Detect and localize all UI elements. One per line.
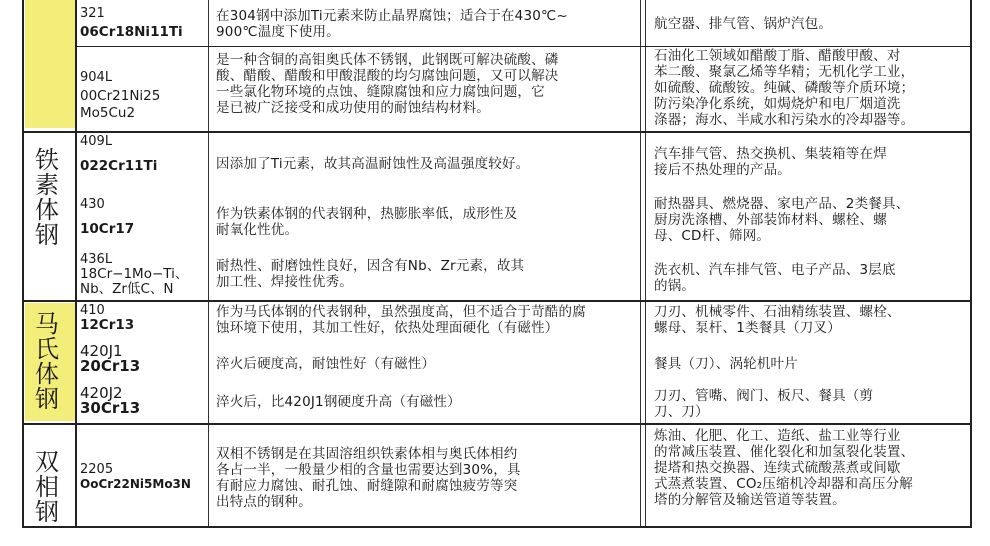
column-divider (645, 0, 646, 526)
description-line: 耐热性、耐磨蚀性良好，因含有Nb、Zr元素，故其 (216, 258, 525, 274)
column-divider (208, 0, 209, 526)
grade-code: 10Cr17 (80, 221, 135, 237)
grade-cell (80, 462, 191, 492)
description-cell (216, 356, 435, 372)
grade-number: 430 (80, 197, 105, 212)
application-cell (654, 428, 914, 508)
grade-number: 321 (80, 6, 105, 21)
grade-cell (80, 303, 134, 333)
description-cell (216, 52, 559, 116)
application-cell (654, 262, 896, 294)
grade-number: 420J1 (80, 342, 123, 360)
grade-cell (80, 6, 183, 40)
application-line: 母、CD杆、筛网。 (654, 228, 771, 244)
grade-code: 20Cr13 (80, 357, 141, 375)
description-line: 酸、醋酸、醋酸和甲酸混酸的均匀腐蚀问题，又可以解决 (216, 68, 559, 84)
application-cell (654, 356, 798, 372)
category-char: 钢 (35, 498, 59, 526)
description-line: 双相不锈钢是在其固溶组织铁素体相与奥氏体相约 (216, 446, 518, 462)
application-line: 洗衣机、汽车排气管、电子产品、3层底 (654, 262, 896, 278)
description-line: 是一种含铜的高钼奥氏体不锈钢，此钢既可解决硫酸、磷 (216, 52, 559, 68)
category-char: 相 (35, 473, 59, 501)
grade-number: 436L (80, 252, 113, 267)
grade-code: 06Cr18Ni11Ti (80, 24, 183, 40)
description-line: 在304钢中添加Ti元素来防止晶界腐蚀；适合于在430℃~ (216, 8, 568, 24)
category-char: 钢 (35, 385, 59, 413)
category-char: 体 (35, 360, 59, 388)
grade-code: OoCr22Ni5Mo3N (80, 477, 191, 491)
category-char: 马 (35, 310, 59, 338)
description-line: 作为铁素体钢的代表钢种，热膨胀率低，成形性及 (216, 206, 518, 222)
application-line: 刀刃、机械零件、石油精练装置、螺栓、 (654, 304, 901, 320)
description-line: 加工性、焊接性优秀。 (216, 274, 353, 290)
description-line: 淬火后，比420J1钢硬度升高（有磁性） (216, 394, 461, 410)
grade-cell (80, 197, 134, 237)
description-line: 耐氧化性优。 (216, 222, 299, 238)
description-line: 各占一半，一般量少相的含量也需要达到30%，具 (216, 462, 521, 478)
row-divider (22, 300, 970, 302)
category-char: 钢 (35, 221, 59, 249)
row-divider (22, 131, 970, 133)
application-line: 塔的分解管及输送管道等装置。 (654, 492, 846, 508)
grade-cell (80, 70, 160, 121)
grade-number: 420J2 (80, 384, 123, 402)
application-line: 的锅。 (654, 278, 696, 294)
application-line: 式蒸煮装置、CO₂压缩机冷却器和高压分解 (654, 476, 913, 492)
category-duplex (32, 450, 62, 525)
application-line: 航空器、排气管、锅炉汽包。 (654, 16, 833, 32)
grade-code: 30Cr13 (80, 399, 141, 417)
application-cell (654, 16, 832, 32)
category-char: 氏 (35, 335, 59, 363)
description-cell (216, 258, 524, 290)
grade-number: 2205 (80, 462, 114, 477)
application-line: 石油化工领域如醋酸丁脂、醋酸甲酸、对 (654, 48, 901, 64)
grade-number: 410 (80, 303, 105, 318)
grade-code: 12Cr13 (80, 317, 135, 333)
description-line: 是已被广泛接受和成功使用的耐蚀结构材料。 (216, 100, 490, 116)
row-divider (22, 423, 970, 425)
application-cell (654, 196, 909, 244)
description-line: 作为马氏体钢的代表钢种，虽然强度高，但不适合于苛酷的腐 (216, 304, 586, 320)
column-divider (75, 0, 77, 526)
application-cell (654, 304, 901, 336)
description-line: 900℃温度下使用。 (216, 24, 340, 40)
application-cell (654, 146, 887, 178)
grade-cell (80, 344, 140, 374)
application-line: 防污染净化系统，如焗烧炉和电厂烟道洗 (654, 96, 901, 112)
application-line: 厨房洗涤槽、外部装饰材料、螺栓、螺 (654, 212, 887, 228)
grade-code: Nb、Zr低C、N (80, 281, 174, 297)
description-cell (216, 156, 529, 172)
grade-code: Mo5Cu2 (80, 105, 136, 121)
application-line: 刀刃、管嘴、阀门、板尺、餐具（剪 (654, 388, 874, 404)
application-line: 炼油、化肥、化工、造纸、盐工业等行业 (654, 428, 901, 444)
column-divider (640, 0, 641, 526)
category-char: 素 (35, 171, 59, 199)
application-cell (654, 388, 873, 420)
application-line: 接后不热处理的产品。 (654, 162, 791, 178)
grade-code: 022Cr11Ti (80, 158, 158, 174)
grade-cell (80, 252, 188, 297)
grade-number: 409L (80, 134, 113, 149)
description-line: 出特点的钢种。 (216, 494, 312, 510)
description-cell (216, 446, 521, 510)
application-line: 涤器；海水、半咸水和污染水的冷却器等。 (654, 112, 915, 128)
grade-number: 904L (80, 70, 113, 85)
application-line: 餐具（刀）、涡轮机叶片 (654, 356, 798, 372)
grade-code: 00Cr21Ni25 (80, 88, 161, 104)
row-divider (75, 46, 970, 47)
description-cell (216, 206, 517, 238)
application-line: 的常减压装置、催化裂化和加氢裂化装置、 (654, 444, 915, 460)
description-line: 有耐应力腐蚀、耐孔蚀、耐缝隙和耐腐蚀疲劳等突 (216, 478, 518, 494)
description-cell (216, 304, 586, 336)
category-martensitic (32, 312, 62, 412)
description-cell (216, 8, 568, 40)
description-line: 因添加了Ti元素，故其高温耐蚀性及高温强度较好。 (216, 156, 530, 172)
description-cell (216, 394, 461, 410)
category-char: 双 (35, 448, 59, 476)
category-char: 铁 (35, 146, 59, 174)
application-line: 耐热器具、燃烧器、家电产品、2类餐具、 (654, 196, 910, 212)
application-cell (654, 48, 914, 128)
description-line: 一些氯化物环境的点蚀、缝隙腐蚀和应力腐蚀问题，它 (216, 84, 545, 100)
category-ferritic (32, 148, 62, 248)
grade-code: 18Cr−1Mo−Ti、 (80, 266, 189, 282)
application-line: 刀、刀） (654, 404, 709, 420)
application-line: 汽车排气管、热交换机、集装箱等在焊 (654, 146, 887, 162)
description-line: 蚀环境下使用，其加工性好，依热处理面硬化（有磁性） (216, 320, 559, 336)
grade-cell (80, 134, 157, 174)
application-line: 苯二酸、聚氯乙烯等华精；无机化学工业， (654, 64, 915, 80)
application-line: 如硫酸、硫酸铵。纯碱、磷酸等介质环境； (654, 80, 915, 96)
description-line: 淬火后硬度高，耐蚀性好（有磁性） (216, 356, 436, 372)
application-line: 螺母、泵杆、1类餐具（刀叉） (654, 320, 841, 336)
grade-cell (80, 386, 140, 416)
category-char: 体 (35, 196, 59, 224)
application-line: 提塔和热交换器、连续式硫酸蒸煮或间歇 (654, 460, 901, 476)
